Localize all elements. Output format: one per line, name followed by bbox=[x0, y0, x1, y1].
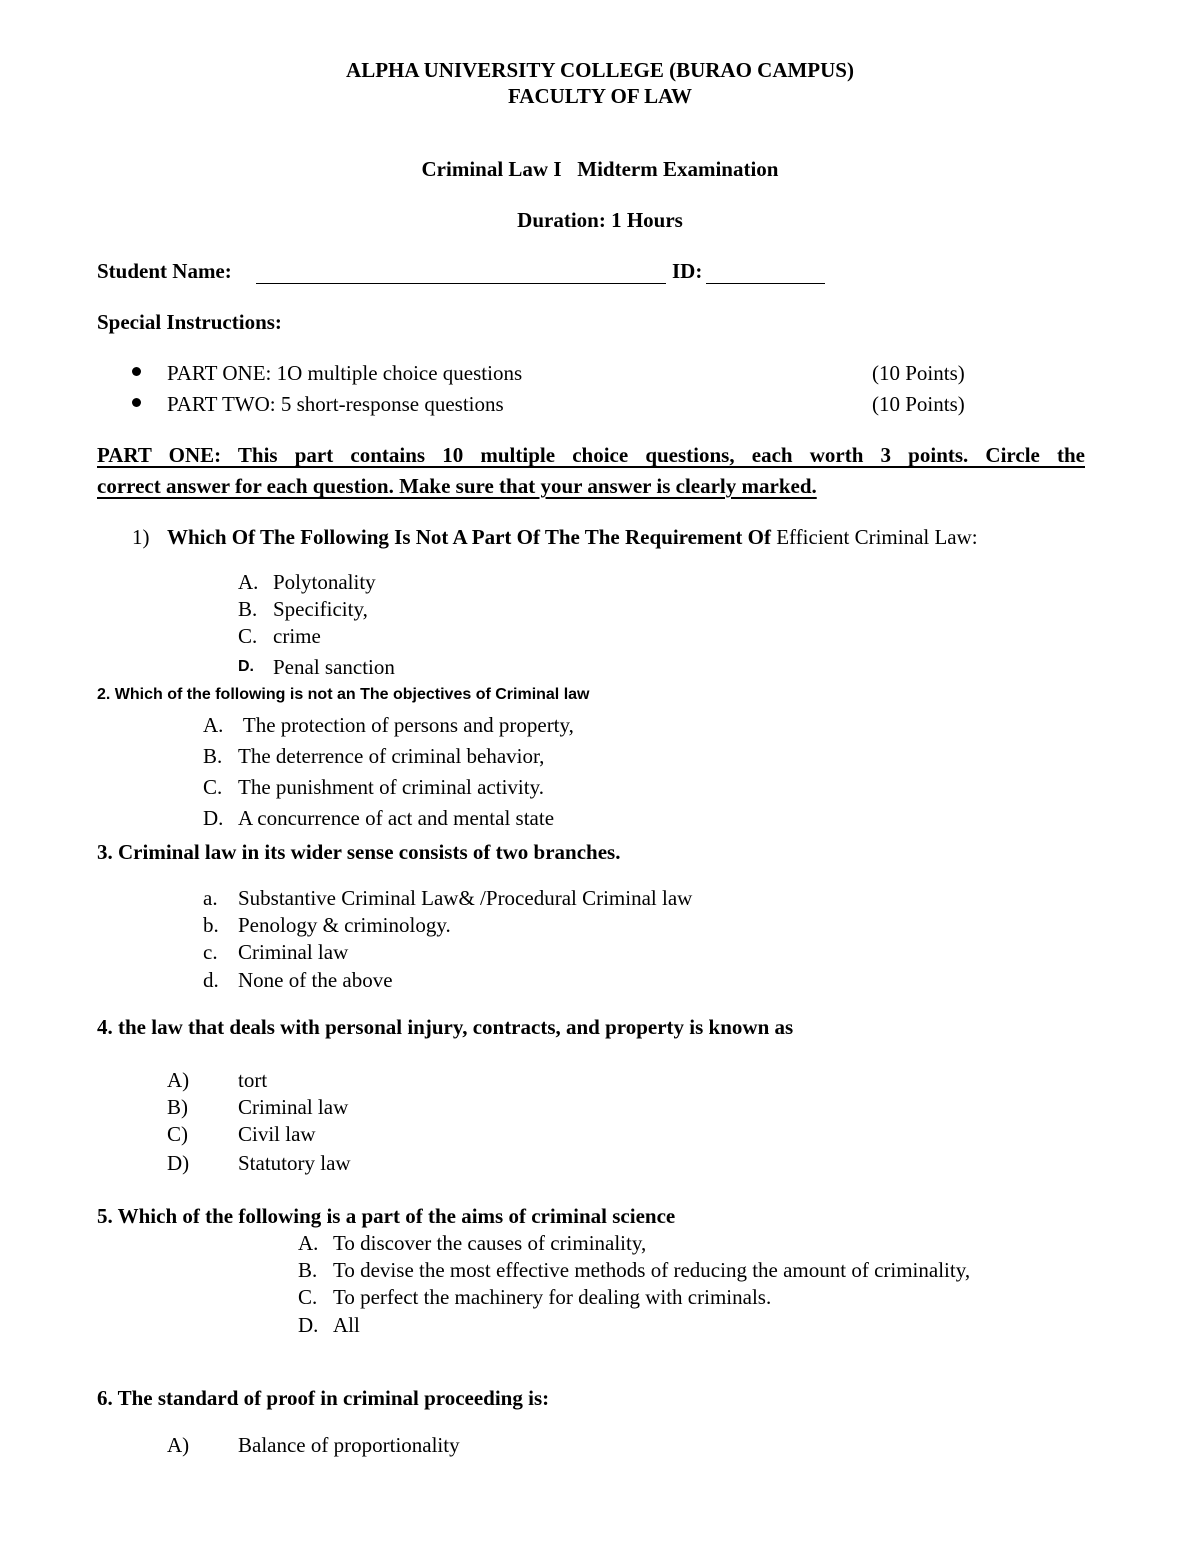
student-name-label: Student Name: bbox=[97, 259, 232, 283]
part-one-instruction-line2: correct answer for each question. Make sure that your answer is clearly marked. bbox=[97, 474, 817, 498]
option-text: Balance of proportionality bbox=[238, 1433, 460, 1457]
option-letter: D. bbox=[238, 658, 254, 675]
question-1-number: 1) bbox=[132, 525, 150, 549]
option-letter: C. bbox=[298, 1285, 318, 1309]
option-letter: A) bbox=[167, 1068, 190, 1092]
instruction-item: PART TWO: 5 short-response questions bbox=[167, 392, 504, 416]
question-3-text: 3. Criminal law in its wider sense consists of two branches. bbox=[97, 840, 621, 864]
question-1-bold-text: Which Of The Following Is Not A Part Of The The Requirement Of bbox=[167, 525, 771, 549]
option-letter: B. bbox=[298, 1258, 318, 1282]
student-name-field[interactable] bbox=[256, 283, 666, 284]
faculty-name: FACULTY OF LAW bbox=[508, 84, 692, 108]
instruction-points: (10 Points) bbox=[872, 361, 965, 385]
instruction-item: PART ONE: 1O multiple choice questions bbox=[167, 361, 523, 385]
option-text: The protection of persons and property, bbox=[238, 713, 574, 737]
option-text: Polytonality bbox=[273, 570, 376, 594]
option-text: Specificity, bbox=[273, 597, 368, 621]
exam-duration: Duration: 1 Hours bbox=[517, 208, 683, 232]
exam-title: Criminal Law I Midterm Examination bbox=[421, 157, 779, 181]
option-text: To perfect the machinery for dealing with criminals. bbox=[333, 1285, 772, 1309]
option-letter: B. bbox=[203, 744, 223, 768]
option-letter: c. bbox=[203, 940, 218, 964]
id-label: ID: bbox=[672, 259, 703, 283]
option-text: crime bbox=[273, 624, 321, 648]
instructions-title: Special Instructions: bbox=[97, 310, 282, 334]
option-letter: b. bbox=[203, 913, 219, 937]
option-letter: C. bbox=[238, 624, 258, 648]
option-text: To discover the causes of criminality, bbox=[333, 1231, 647, 1255]
option-text: A concurrence of act and mental state bbox=[238, 806, 555, 830]
option-text: All bbox=[333, 1313, 360, 1337]
option-letter: d. bbox=[203, 968, 219, 992]
question-2-text: 2. Which of the following is not an The objectives of Criminal law bbox=[97, 686, 590, 703]
id-field[interactable] bbox=[706, 283, 825, 284]
question-5-text: 5. Which of the following is a part of the aims of criminal science bbox=[97, 1204, 676, 1228]
option-text: Substantive Criminal Law& /Procedural Criminal law bbox=[238, 886, 693, 910]
option-letter: C) bbox=[167, 1122, 188, 1146]
bullet-icon bbox=[132, 398, 141, 407]
option-letter: A. bbox=[238, 570, 259, 594]
question-6-text: 6. The standard of proof in criminal proceeding is: bbox=[97, 1386, 550, 1410]
option-letter: B. bbox=[238, 597, 258, 621]
question-4-text: 4. the law that deals with personal injury, contracts, and property is known as bbox=[97, 1015, 794, 1039]
option-text: To devise the most effective methods of reducing the amount of criminality, bbox=[333, 1258, 971, 1282]
question-1-text bbox=[167, 527, 978, 548]
option-text: Penal sanction bbox=[273, 655, 395, 679]
option-letter: C. bbox=[203, 775, 223, 799]
option-text: Civil law bbox=[238, 1122, 316, 1146]
option-letter: B) bbox=[167, 1095, 188, 1119]
question-1-normal-text: Efficient Criminal Law: bbox=[770, 525, 978, 549]
option-text: Criminal law bbox=[238, 940, 349, 964]
option-letter: a. bbox=[203, 886, 218, 910]
option-letter: D. bbox=[298, 1313, 319, 1337]
option-text: None of the above bbox=[238, 968, 393, 992]
option-text: The deterrence of criminal behavior, bbox=[238, 744, 545, 768]
option-letter: A. bbox=[203, 713, 224, 737]
option-text: Penology & criminology. bbox=[238, 913, 451, 937]
option-letter: D) bbox=[167, 1151, 190, 1175]
option-text: Statutory law bbox=[238, 1151, 351, 1175]
part-one-instruction-line1: PART ONE: This part contains 10 multiple choice questions, each worth 3 points. Circle the bbox=[97, 443, 1085, 467]
option-text: Criminal law bbox=[238, 1095, 349, 1119]
university-name: ALPHA UNIVERSITY COLLEGE (BURAO CAMPUS) bbox=[346, 58, 854, 82]
option-text: tort bbox=[238, 1068, 268, 1092]
option-letter: A) bbox=[167, 1433, 190, 1457]
bullet-icon bbox=[132, 367, 141, 376]
instruction-points: (10 Points) bbox=[872, 392, 965, 416]
option-text: The punishment of criminal activity. bbox=[238, 775, 544, 799]
option-letter: A. bbox=[298, 1231, 319, 1255]
option-letter: D. bbox=[203, 806, 224, 830]
